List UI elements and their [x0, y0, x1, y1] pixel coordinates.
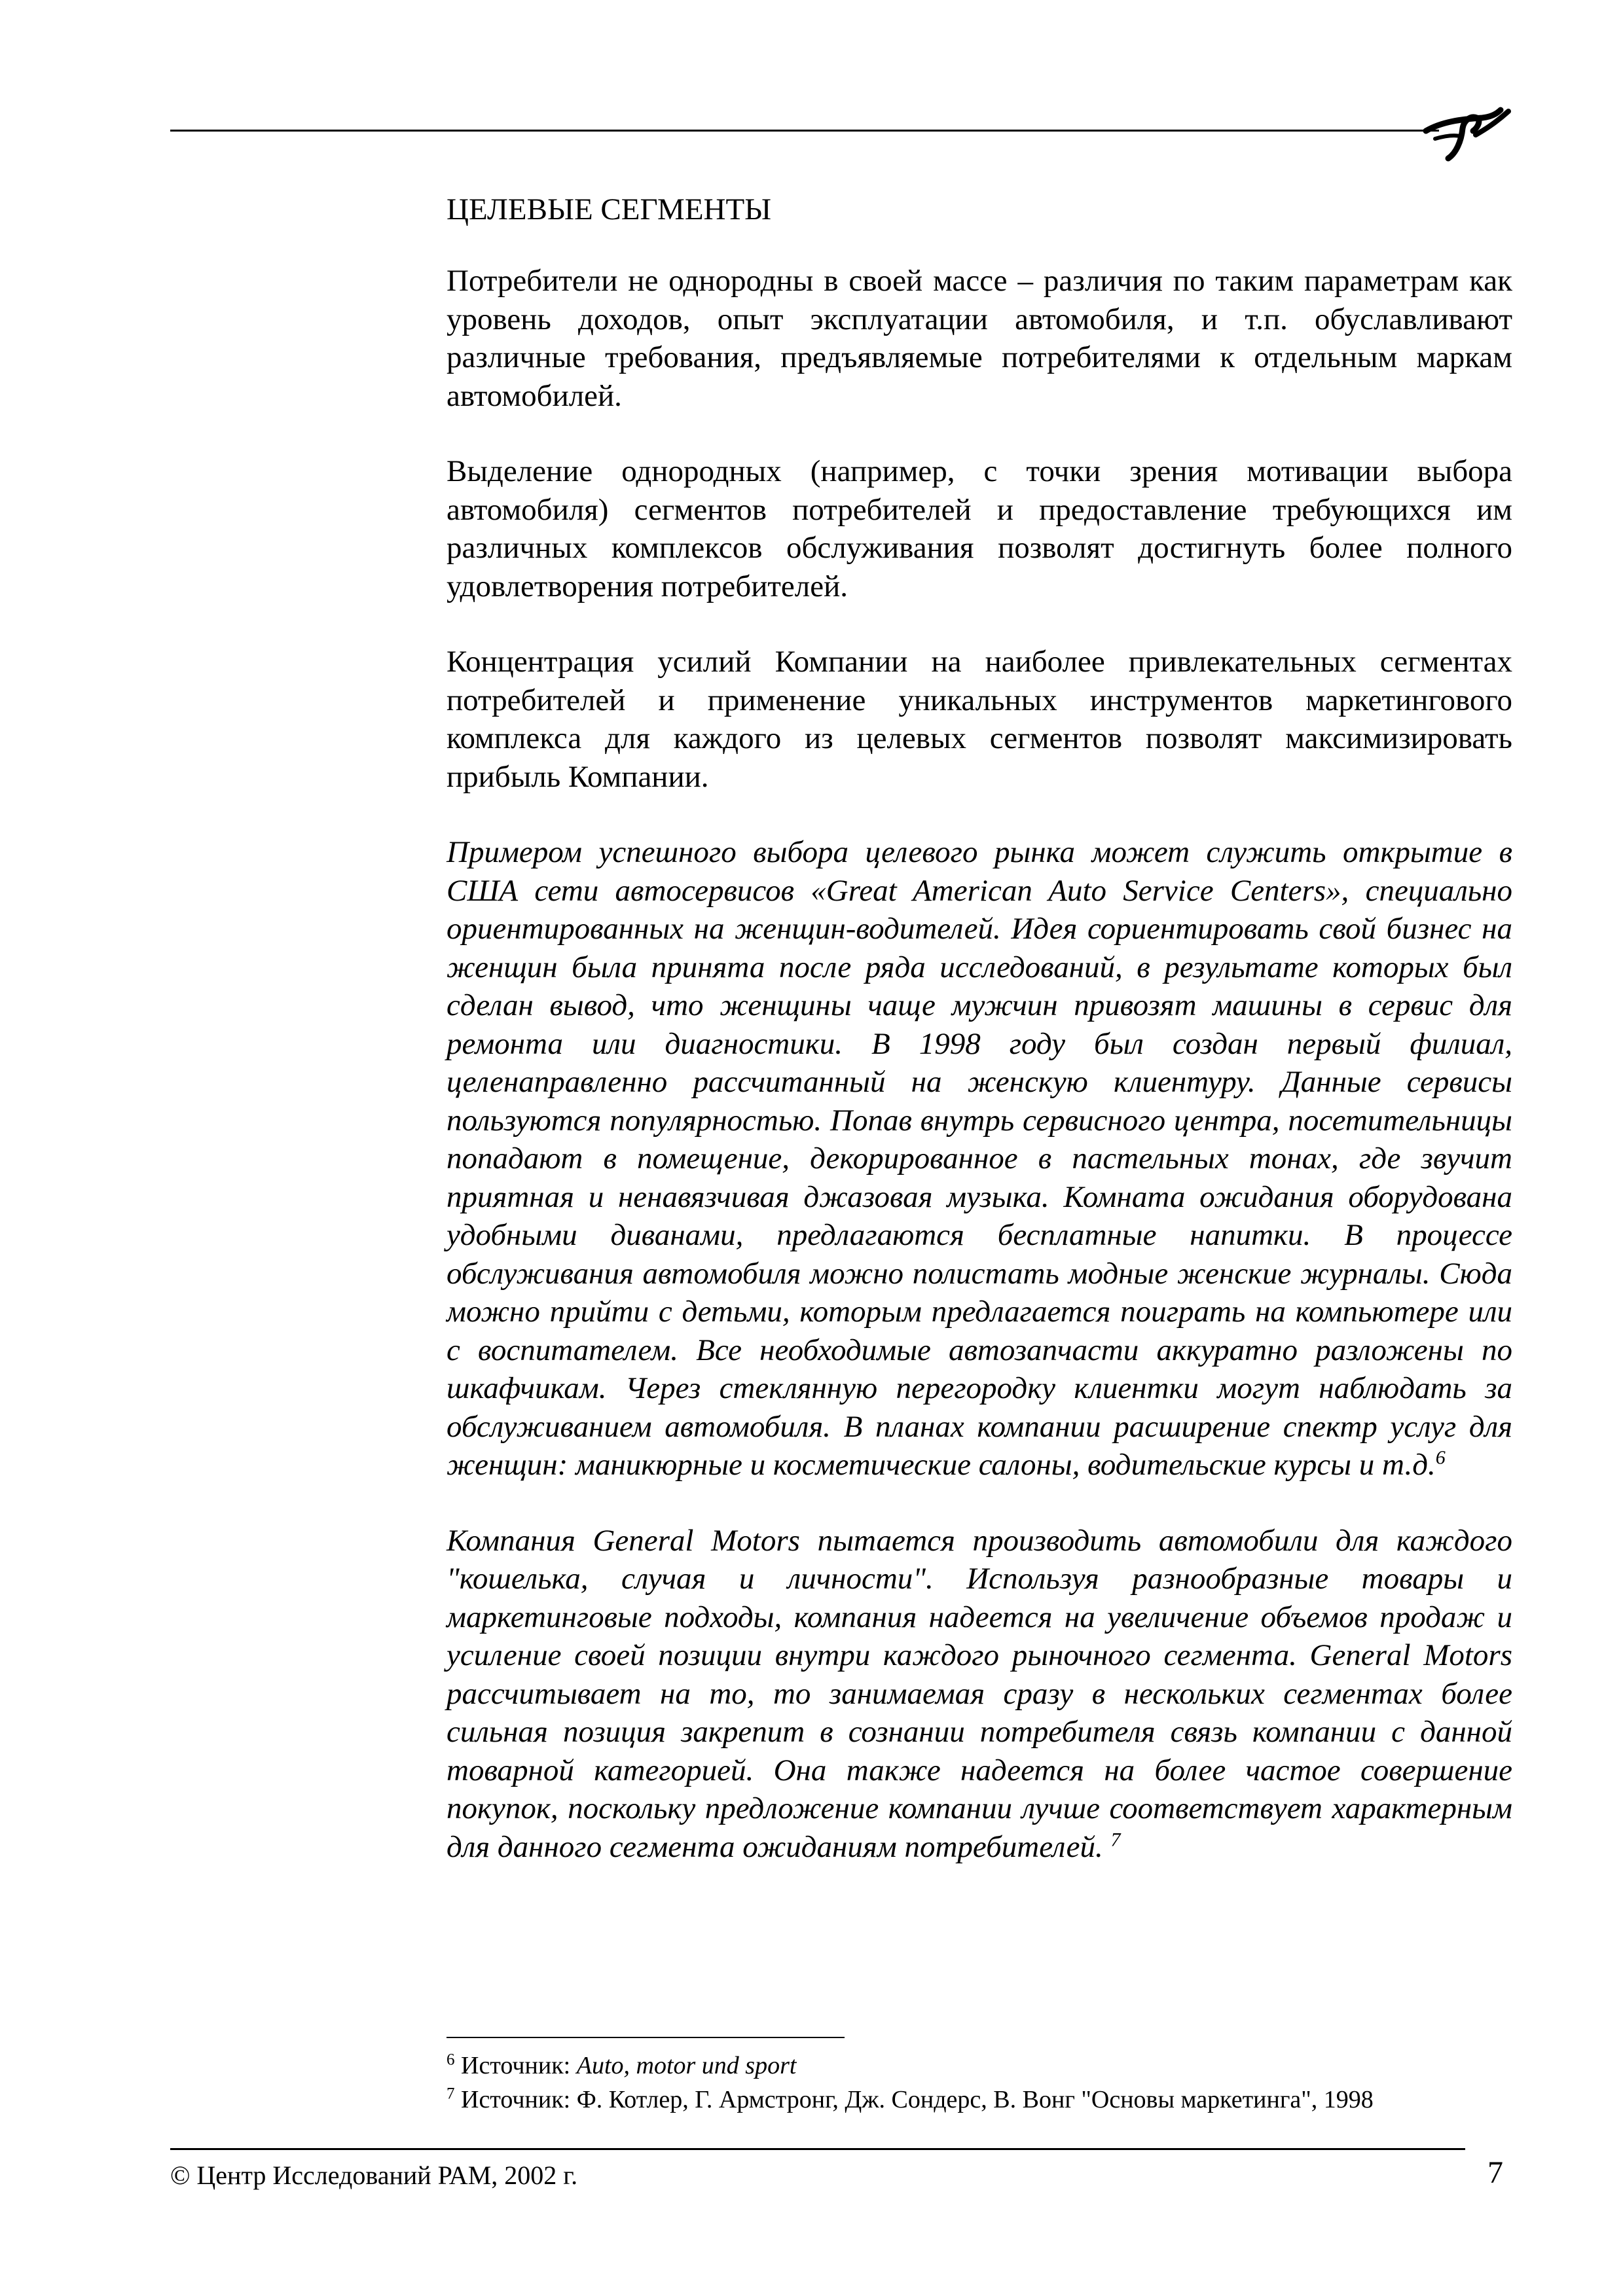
stylized-script-logo-icon: [1422, 96, 1514, 168]
footnote-6: [447, 2049, 1559, 2083]
footnote-ref: 7: [1110, 1828, 1121, 1850]
footnote-label: Источник:: [461, 2052, 577, 2079]
footnote-rule: [447, 2037, 845, 2038]
example-text: Примером успешного выбора целевого рынка может служить открытие в США сети автосервисов «Great American Auto Service Centers», специально ориентированных на женщин-водителей. Идея сориентировать свой бизнес на женщин была принята после ряда исследований, в результате которых был сделан вывод, что женщины чаще мужчин привозят машины в сервис для ремонта или диагностики. В 1998 году был создан первый филиал, целенаправленно рассчитанный на женскую клиентуру. Данные сервисы пользуются популярностью. Попав внутрь сервисного центра, посетительницы попадают в помещение, декорированное в пастельных тонах, где звучит приятная и ненавязчивая джазовая музыка. Комната ожидания оборудована удобными диванами, предлагаются бесплатные напитки. В процессе обслуживания автомобиля можно полистать модные женские журналы. Сюда можно прийти с детьми, которым предлагается поиграть на компьютере или с воспитателем. Все необходимые автозапчасти аккуратно разложены по шкафчикам. Через стеклянную перегородку клиентки могут наблюдать за обслуживанием автомобиля. В планах компании расширение спектр услуг для женщин: маникюрные и косметические салоны, водительские курсы и т.д.: [447, 835, 1512, 1482]
footnote-label: Источник:: [461, 2086, 577, 2113]
footer-rule: [170, 2148, 1465, 2150]
footnote-source: Ф. Котлер, Г. Армстронг, Дж. Сондерс, В. Вонг "Основы маркетинга", 1998: [576, 2086, 1374, 2113]
page-number: 7: [1487, 2155, 1503, 2190]
section-title: ЦЕЛЕВЫЕ СЕГМЕНТЫ: [447, 192, 772, 226]
paragraph-consumers: Потребители не однородны в своей массе – различия по таким параметрам как уровень доходов, опыт эксплуатации автомобиля, и т.п. обуславливают различные требования, предъявляемые потребителями к отдельным маркам автомобилей.: [447, 264, 1512, 413]
footnote-7: [447, 2083, 1559, 2117]
example-general-motors: [447, 1522, 1512, 1867]
footer-copyright: © Центр Исследований РАМ, 2002 г.: [170, 2161, 578, 2190]
footnotes: [447, 2049, 1559, 2117]
example-great-american: [447, 833, 1512, 1484]
footnote-source: Auto, motor und sport: [576, 2052, 797, 2079]
example-text: Компания General Motors пытается производить автомобили для каждого "кошелька, случая и личности". Используя разнообразные товары и маркетинговые подходы, компания надеется на увеличение объемов продаж и усиление своей позиции внутри каждого рыночного сегмента. General Motors рассчитывает на то, то занимаемая сразу в нескольких сегментах более сильная позиция закрепит в сознании потребителя связь компании с данной товарной категорией. Она также надеется на более частое совершение покупок, поскольку предложение компании лучше соответствует характерным для данного сегмента ожиданиям потребителей.: [447, 1523, 1512, 1864]
main-content: [447, 190, 1512, 1866]
header-rule: [170, 130, 1439, 132]
paragraph-segmentation: Выделение однородных (например, с точки зрения мотивации выбора автомобиля) сегментов потребителей и предоставление требующихся им различных комплексов обслуживания позволят достигнуть более полного удовлетворения потребителей.: [447, 454, 1512, 603]
paragraph-concentration: Концентрация усилий Компании на наиболее привлекательных сегментах потребителей и применение уникальных инструментов маркетингового комплекса для каждого из целевых сегментов позволят максимизировать прибыль Компании.: [447, 645, 1512, 794]
footnote-number: 6: [447, 2051, 455, 2069]
footnote-number: 7: [447, 2085, 455, 2103]
footnote-ref: 6: [1435, 1446, 1446, 1469]
